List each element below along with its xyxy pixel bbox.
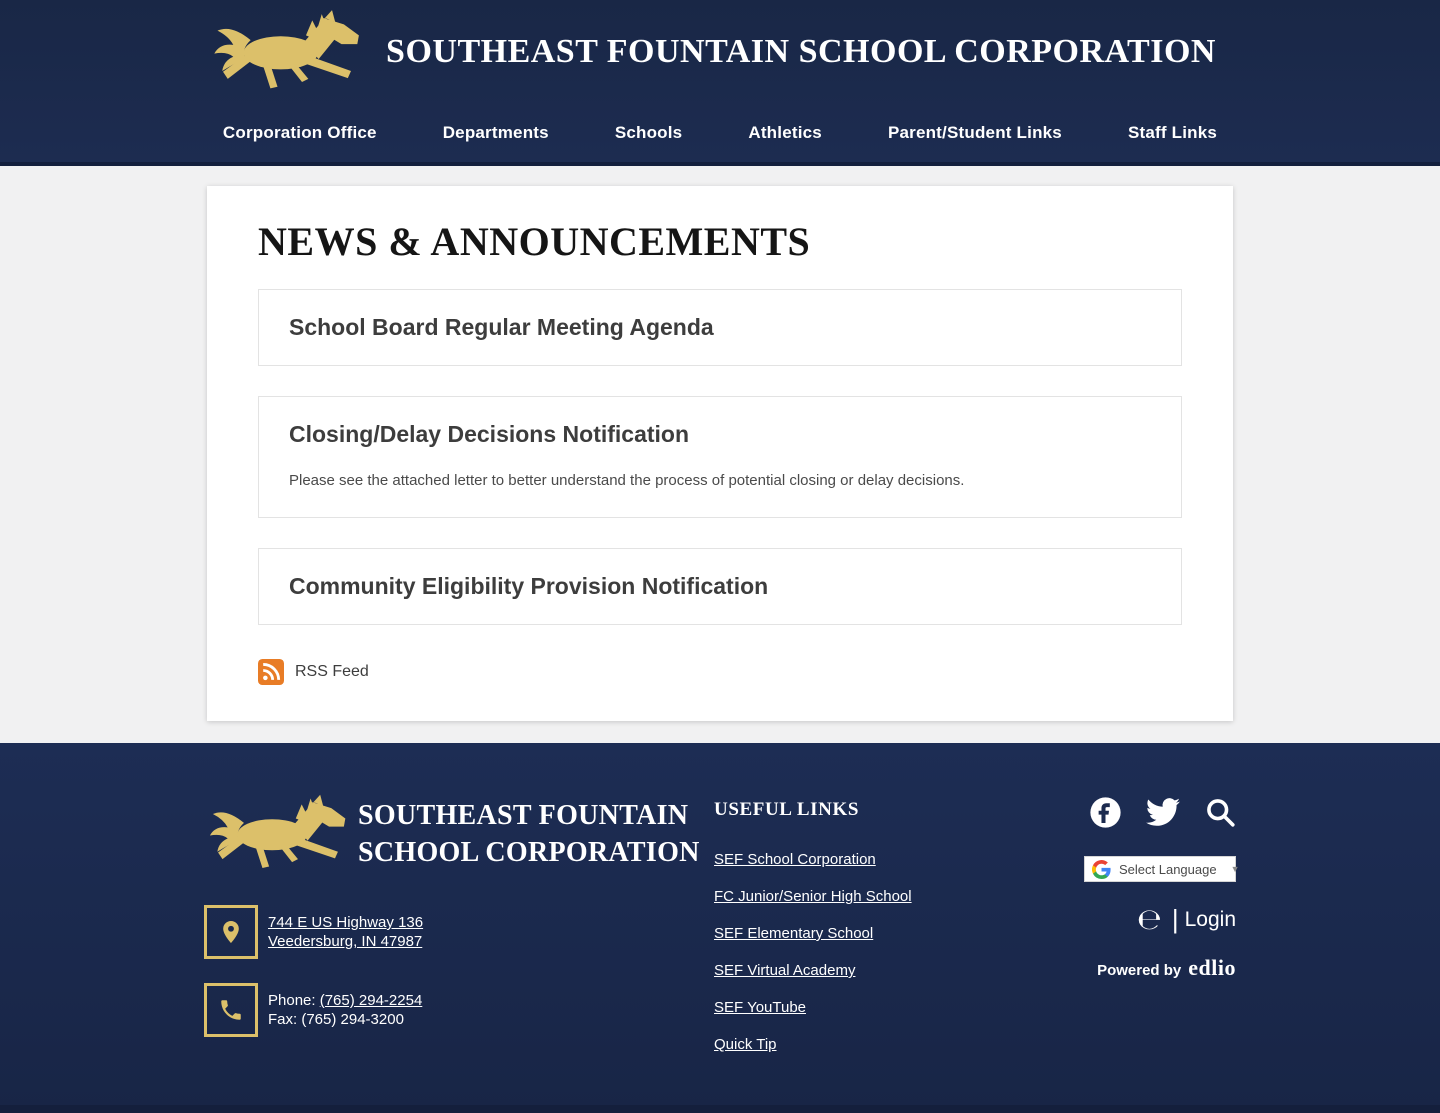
facebook-icon[interactable]	[1089, 796, 1122, 829]
edlio-wordmark: edlio	[1188, 955, 1236, 980]
caret-down-icon: ▼	[1230, 864, 1240, 874]
footer-brand	[204, 793, 714, 875]
news-item[interactable]	[258, 548, 1182, 625]
news-item-title[interactable]: Community Eligibility Provision Notification	[289, 573, 769, 599]
news-item-title[interactable]: Closing/Delay Decisions Notification	[289, 421, 690, 447]
rss-feed-link[interactable]: RSS Feed	[295, 663, 369, 680]
address-link[interactable]	[268, 913, 423, 951]
nav-parent-student-links[interactable]: Parent/Student Links	[887, 123, 1062, 142]
mustang-logo-icon	[208, 7, 366, 97]
address-line2: Veedersburg, IN 47987	[268, 933, 423, 950]
header-brand[interactable]	[208, 7, 1216, 97]
footer-link-sef-virtual-academy[interactable]: SEF Virtual Academy	[714, 962, 856, 979]
site-header	[0, 0, 1440, 166]
nav-staff-links[interactable]: Staff Links	[1127, 123, 1218, 142]
footer-link-quick-tip[interactable]: Quick Tip	[714, 1036, 777, 1053]
site-title: SOUTHEAST FOUNTAIN SCHOOL CORPORATION	[386, 33, 1216, 70]
phone-row	[204, 983, 714, 1037]
translate-label: Select Language	[1119, 861, 1217, 877]
nav-corporation-office[interactable]: Corporation Office	[222, 123, 377, 142]
rss-icon[interactable]	[258, 659, 284, 685]
rss-feed-row	[258, 659, 1182, 685]
login-row	[1137, 904, 1236, 935]
footer-site-name: SOUTHEAST FOUNTAIN SCHOOL CORPORATION	[358, 800, 700, 868]
nav-athletics[interactable]: Athletics	[748, 123, 822, 142]
footer-link-fc-jr-sr-high-school[interactable]: FC Junior/Senior High School	[714, 888, 912, 905]
google-logo-icon	[1092, 860, 1111, 879]
google-translate-dropdown[interactable]	[1084, 856, 1240, 882]
phone-icon-box	[204, 983, 258, 1037]
social-icons-row	[1089, 795, 1236, 829]
powered-by-row[interactable]	[1097, 955, 1236, 981]
search-icon[interactable]	[1204, 796, 1236, 828]
news-card-panel	[207, 186, 1233, 721]
footer-contact-column	[204, 793, 714, 1105]
phone-line: Phone: (765) 294-2254	[268, 992, 423, 1009]
login-divider: |	[1171, 904, 1179, 934]
main-navigation	[0, 104, 1440, 166]
address-icon-box	[204, 905, 258, 959]
news-item-body: Please see the attached letter to better understand the process of potential closing or delay decisions.	[289, 472, 965, 489]
news-item[interactable]	[258, 396, 1182, 518]
useful-links-title: USEFUL LINKS	[714, 799, 859, 820]
nav-departments[interactable]: Departments	[442, 123, 549, 142]
fax-line: Fax: (765) 294-3200	[268, 1011, 404, 1028]
location-pin-icon	[218, 919, 244, 945]
login-link[interactable]: Login	[1184, 907, 1236, 931]
powered-by-label: Powered by	[1097, 962, 1182, 979]
news-item-title[interactable]: School Board Regular Meeting Agenda	[289, 314, 714, 340]
main-content	[0, 166, 1440, 743]
footer-link-sef-school-corporation[interactable]: SEF School Corporation	[714, 851, 876, 868]
footer-links-column	[714, 793, 1020, 1105]
footer-link-sef-youtube[interactable]: SEF YouTube	[714, 999, 807, 1016]
phone-icon	[218, 997, 244, 1023]
phone-link[interactable]: (765) 294-2254	[319, 992, 423, 1009]
address-row	[204, 905, 714, 959]
page-title: NEWS & ANNOUNCEMENTS	[258, 219, 811, 264]
twitter-icon[interactable]	[1146, 795, 1180, 829]
footer-bottom-strip	[0, 1105, 1440, 1113]
footer-link-sef-elementary-school[interactable]: SEF Elementary School	[714, 925, 874, 942]
address-line1: 744 E US Highway 136	[268, 914, 424, 931]
header-banner	[0, 0, 1440, 104]
news-item[interactable]	[258, 289, 1182, 366]
edlio-logo-icon: ℮	[1137, 902, 1162, 936]
nav-schools[interactable]: Schools	[614, 123, 683, 142]
site-footer	[0, 743, 1440, 1113]
footer-utility-column	[1020, 793, 1240, 1105]
mustang-logo-icon	[204, 793, 352, 875]
